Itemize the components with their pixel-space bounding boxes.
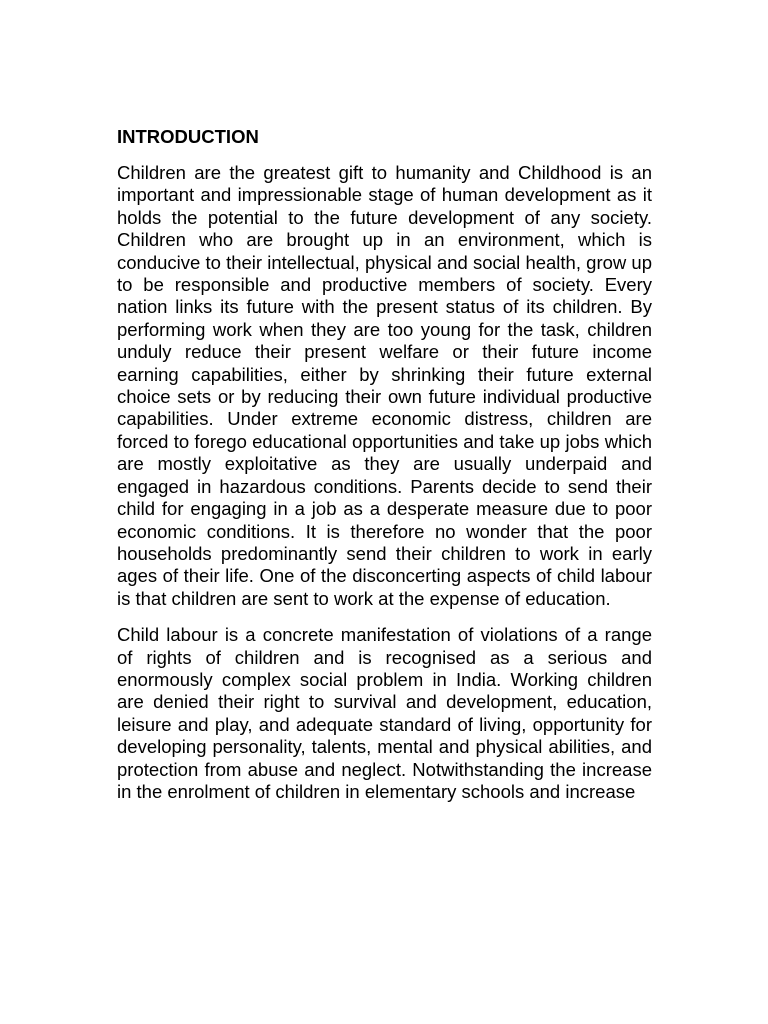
section-heading: INTRODUCTION [117, 126, 259, 147]
document-body [117, 124, 652, 817]
paragraph-2: Child labour is a concrete manifestation of violations of a range of rights of children and is recognised as a serious and enormously complex social problem in India. Working children are denied their right to survival and development, education, leisure and play, and adequate standard of living, opportunity for developing personality, talents, mental and physical abilities, and protection from abuse and neglect. Notwithstanding the increase in the enrolment of children in elementary schools and increase [117, 624, 652, 802]
paragraph-1: Children are the greatest gift to humanity and Childhood is an important and impressionable stage of human development as it holds the potential to the future development of any society. Children who are brought up in an environment, which is conducive to their intellectual, physical and social health, grow up to be responsible and productive members of society. Every nation links its future with the present status of its children. By performing work when they are too young for the task, children unduly reduce their present welfare or their future income earning capabilities, either by shrinking their future external choice sets or by reducing their own future individual productive capabilities. Under extreme economic distress, children are forced to forego educational opportunities and take up jobs which are mostly exploitative as they are usually underpaid and engaged in hazardous conditions. Parents decide to send their child for engaging in a job as a desperate measure due to poor economic conditions. It is therefore no wonder that the poor households predominantly send their children to work in early ages of their life. One of the disconcerting aspects of child labour is that children are sent to work at the expense of education. [117, 162, 652, 609]
